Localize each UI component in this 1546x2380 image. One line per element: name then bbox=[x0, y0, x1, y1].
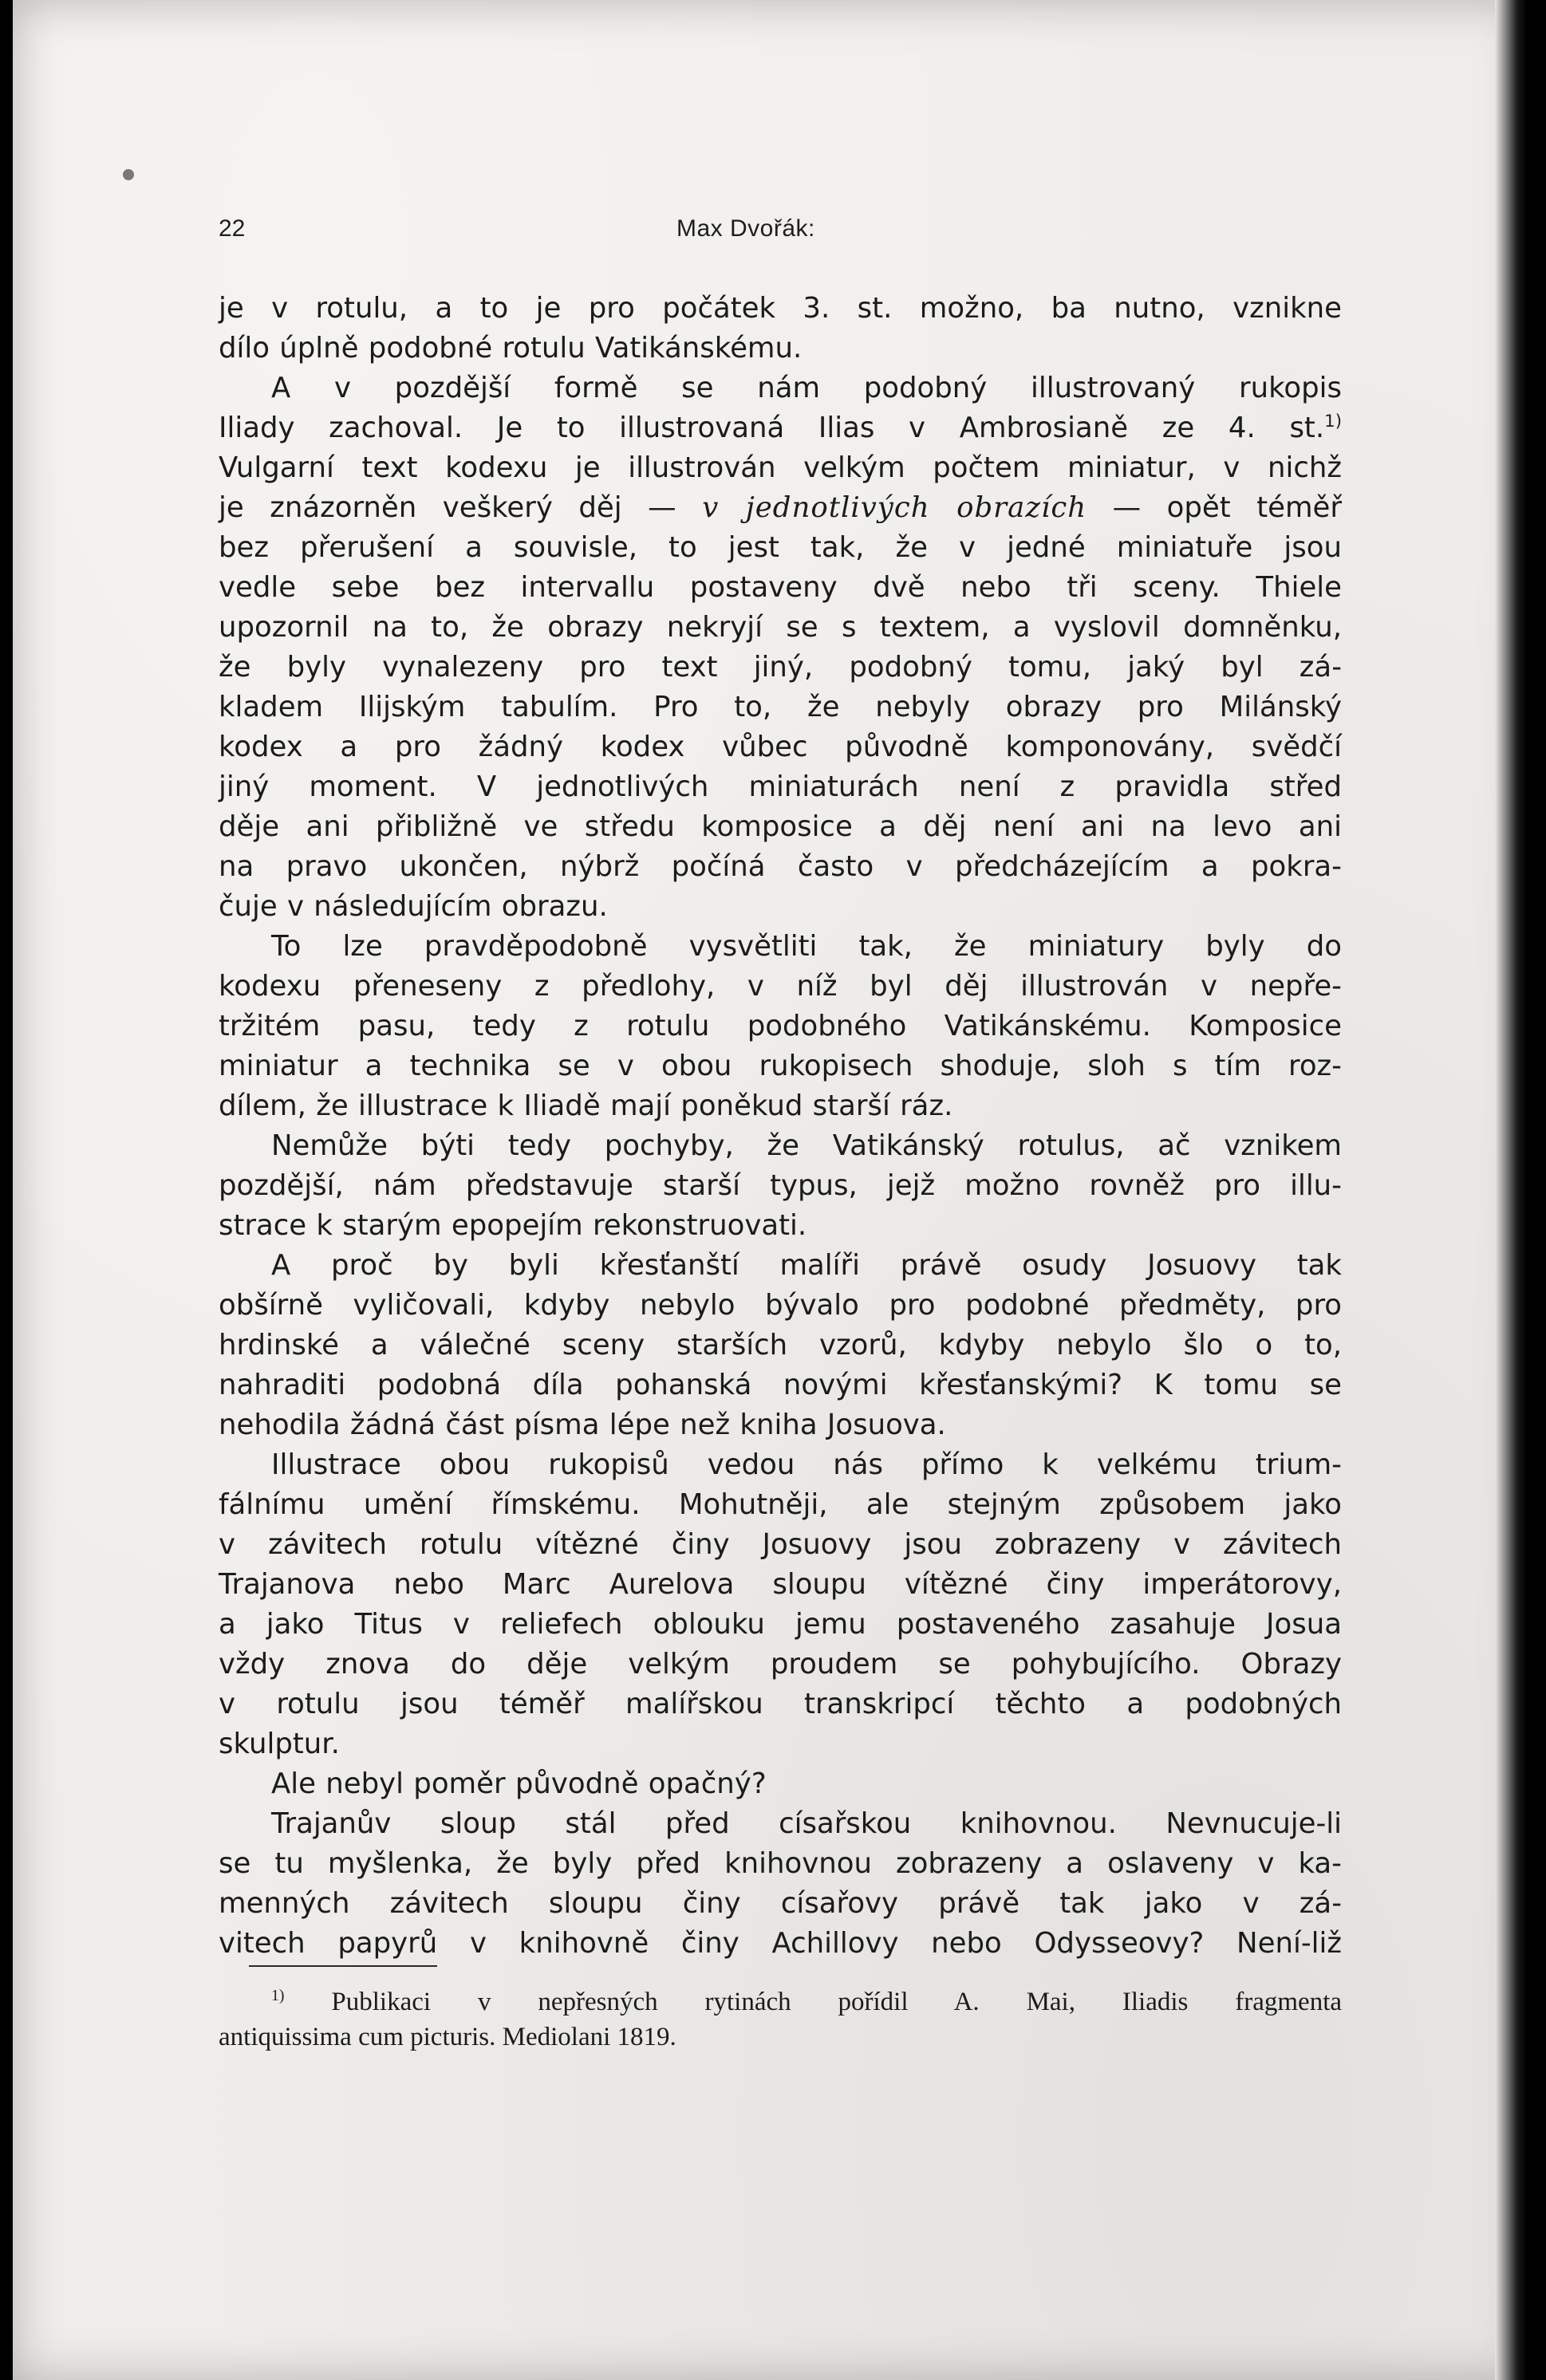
text-line bbox=[219, 488, 1342, 528]
text-line bbox=[219, 408, 1342, 448]
text-line: že byly vynalezeny pro text jiný, podobný tomu, jaký byl zá- bbox=[219, 651, 1342, 684]
text-line: hrdinské a válečné sceny starších vzorů, kdyby nebylo šlo o to, bbox=[219, 1329, 1342, 1361]
text-line: Trajanova nebo Marc Aurelova sloupu vítězné činy imperátorovy, bbox=[219, 1568, 1342, 1601]
text-line: kladem Ilijským tabulím. Pro to, že nebyly obrazy pro Milánský bbox=[219, 691, 1342, 723]
text-line: obšírně vyličovali, kdyby nebylo bývalo pro podobné předměty, pro bbox=[219, 1289, 1342, 1322]
footnote-text: Publikaci v nepřesných rytinách pořídil A. Mai, Iliadis fragmenta bbox=[331, 1988, 1343, 2016]
footnote-reference[interactable]: 1) bbox=[1324, 412, 1342, 432]
text-line: skulptur. bbox=[219, 1728, 340, 1760]
text-line: strace k starým epopejím rekonstruovati. bbox=[219, 1209, 807, 1242]
footnote-line: antiquissima cum picturis. Mediolani 1819. bbox=[219, 2023, 676, 2051]
footnote-divider bbox=[249, 1965, 437, 1967]
text-line: upozornil na to, že obrazy nekryjí se s textem, a vyslovil domněnku, bbox=[219, 611, 1342, 644]
text-line: Ale nebyl poměr původně opačný? bbox=[271, 1767, 767, 1800]
body-text bbox=[219, 289, 1342, 1964]
text-line: na pravo ukončen, nýbrž počíná často v předcházejícím a pokra- bbox=[219, 850, 1342, 883]
text-line: A v pozdější formě se nám podobný illustrovaný rukopis bbox=[271, 372, 1342, 404]
text-line: To lze pravděpodobně vysvětliti tak, že miniatury byly do bbox=[271, 930, 1342, 963]
text-line: pozdější, nám představuje starší typus, jejž možno rovněž pro illu- bbox=[219, 1169, 1342, 1202]
text-line: miniatur a technika se v obou rukopisech shoduje, sloh s tím roz- bbox=[219, 1050, 1342, 1082]
text-line: kodexu přeneseny z předlohy, v níž byl děj illustrován v nepře- bbox=[219, 970, 1342, 1003]
running-head: Max Dvořák: bbox=[676, 215, 815, 242]
page-header bbox=[198, 215, 1370, 255]
text-line: Nemůže býti tedy pochyby, že Vatikánský rotulus, ač vznikem bbox=[271, 1129, 1342, 1162]
text-line: jiný moment. V jednotlivých miniaturách není z pravidla střed bbox=[219, 770, 1342, 803]
text-line: menných závitech sloupu činy císařovy právě tak jako v zá- bbox=[219, 1887, 1342, 1920]
footnote bbox=[219, 1984, 1342, 2055]
text-line: nehodila žádná část písma lépe než kniha Josuova. bbox=[219, 1409, 946, 1441]
text-line: kodex a pro žádný kodex vůbec původně komponovány, svědčí bbox=[219, 731, 1342, 763]
text-line-part: je znázorněn veškerý děj — bbox=[219, 491, 676, 524]
text-line: Trajanův sloup stál před císařskou knihovnou. Nevnucuje-li bbox=[271, 1807, 1342, 1840]
book-page bbox=[13, 0, 1527, 2380]
text-line: děje ani přibližně ve středu komposice a děj není ani na levo ani bbox=[219, 810, 1342, 843]
text-line-part: Iliady zachoval. Je to illustrovaná Ilias v Ambrosianě ze 4. st. bbox=[219, 412, 1325, 444]
text-line: se tu myšlenka, že byly před knihovnou zobrazeny a oslaveny v ka- bbox=[219, 1847, 1342, 1880]
text-line: Illustrace obou rukopisů vedou nás přímo k velkému trium- bbox=[271, 1448, 1342, 1481]
text-line: vždy znova do děje velkým proudem se pohybujícího. Obrazy bbox=[219, 1648, 1342, 1681]
page-number: 22 bbox=[219, 215, 246, 242]
text-line: fálnímu umění římskému. Mohutněji, ale stejným způsobem jako bbox=[219, 1488, 1342, 1521]
text-line: vedle sebe bez intervallu postaveny dvě nebo tři sceny. Thiele bbox=[219, 571, 1342, 604]
text-line: je v rotulu, a to je pro počátek 3. st. možno, ba nutno, vznikne bbox=[219, 292, 1342, 325]
text-line: nahraditi podobná díla pohanská novými křesťanskými? K tomu se bbox=[219, 1369, 1342, 1401]
text-line: vitech papyrů v knihovně činy Achillovy nebo Odysseovy? Není-liž bbox=[219, 1927, 1342, 1960]
ink-speck bbox=[123, 169, 134, 180]
text-line: v rotulu jsou téměř malířskou transkripcí těchto a podobných bbox=[219, 1688, 1342, 1720]
footnote-line bbox=[219, 1984, 1342, 2019]
text-line-part: — opět téměř bbox=[1112, 491, 1342, 524]
text-line: A proč by byli křesťanští malíři právě osudy Josuovy tak bbox=[271, 1249, 1342, 1282]
text-line: v závitech rotulu vítězné činy Josuovy jsou zobrazeny v závitech bbox=[219, 1528, 1342, 1561]
text-line: čuje v následujícím obrazu. bbox=[219, 890, 608, 923]
page-edge-shadow bbox=[1495, 0, 1527, 2380]
text-line: dílem, že illustrace k Iliadě mají poněkud starší ráz. bbox=[219, 1090, 953, 1122]
footnote-marker: 1) bbox=[271, 1987, 285, 2004]
italic-phrase: v jednotlivých obrazích bbox=[702, 491, 1087, 524]
text-line: Vulgarní text kodexu je illustrován velkým počtem miniatur, v nichž bbox=[219, 451, 1342, 484]
text-line: dílo úplně podobné rotulu Vatikánskému. bbox=[219, 332, 803, 364]
text-line: bez přerušení a souvisle, to jest tak, že v jedné miniatuře jsou bbox=[219, 531, 1342, 564]
text-line: a jako Titus v reliefech oblouku jemu postaveného zasahuje Josua bbox=[219, 1608, 1342, 1641]
text-line: tržitém pasu, tedy z rotulu podobného Vatikánskému. Komposice bbox=[219, 1010, 1342, 1042]
